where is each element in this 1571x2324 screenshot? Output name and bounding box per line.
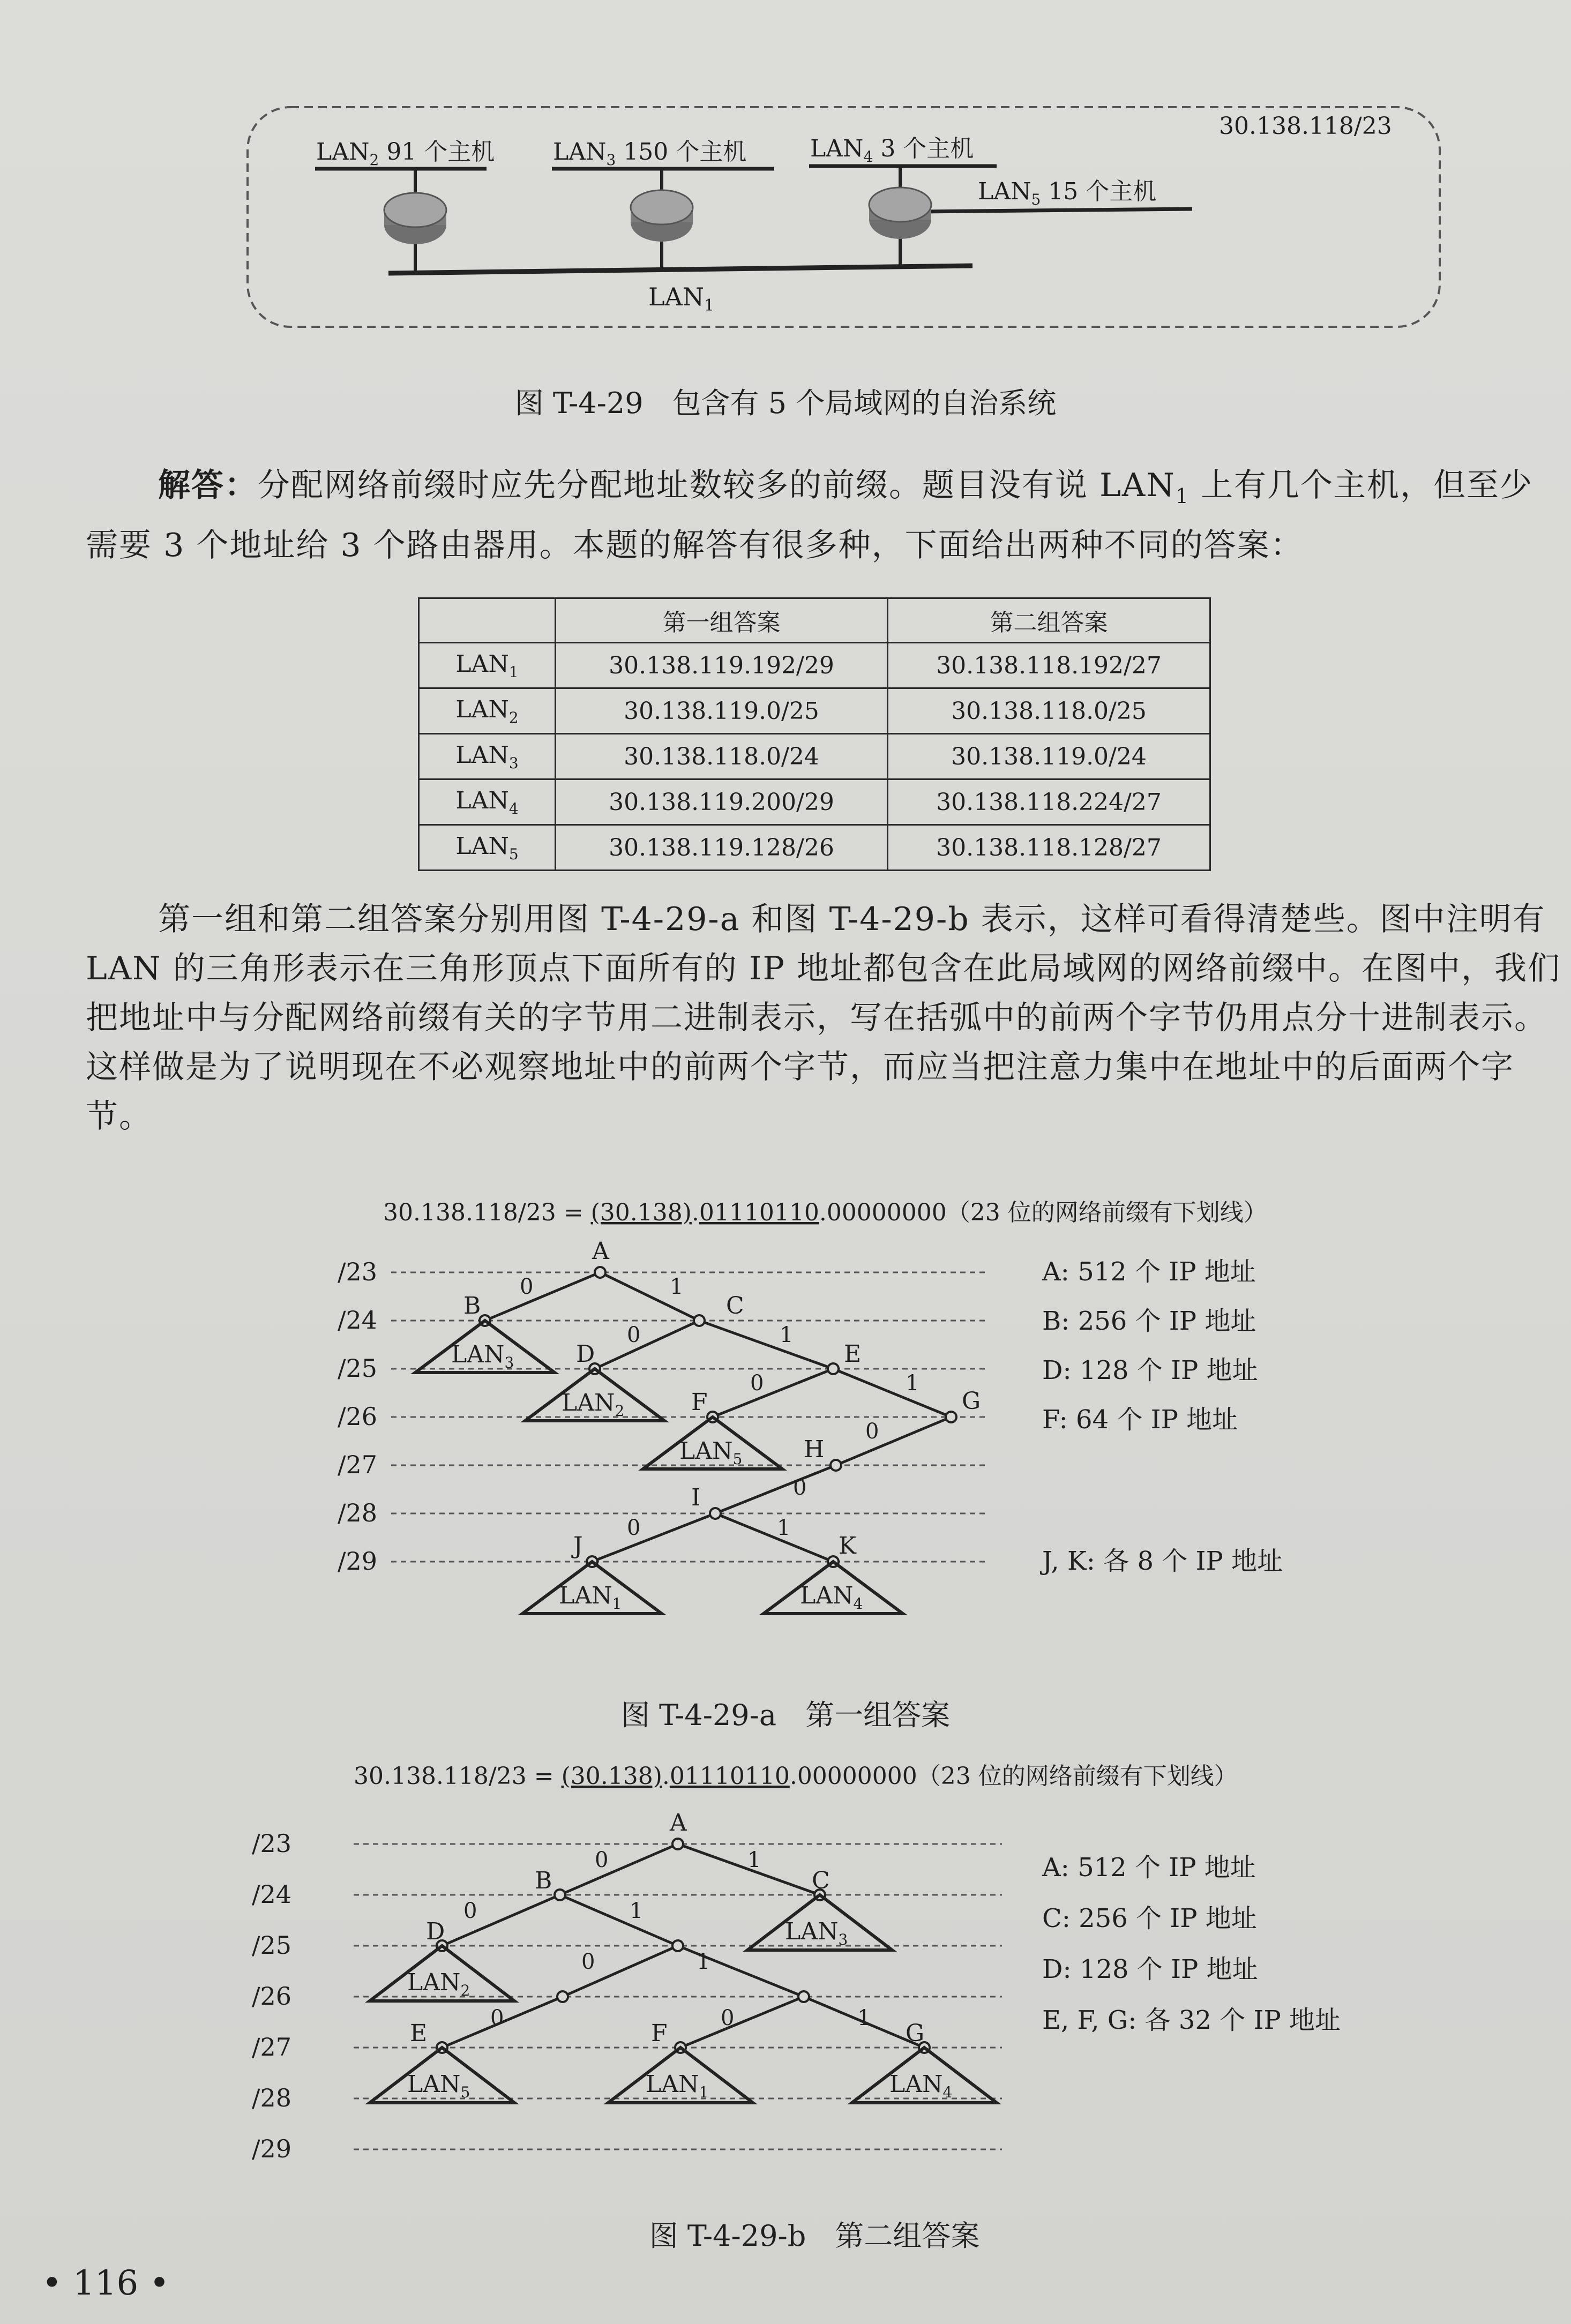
tree-a-figure — [0, 1189, 1571, 1746]
lan-label: $LAN_4$ — [889, 2071, 953, 2101]
node-label: E — [844, 1340, 862, 1368]
tree-b-figure — [0, 1757, 1571, 2261]
table-row: $LAN_5$ 30.138.119.128/26 30.138.118.128/27 — [419, 825, 1210, 871]
level-label: /25 — [252, 1931, 292, 1960]
note: A: 512 个 IP 地址 — [1042, 1853, 1256, 1883]
node-label: D — [426, 1918, 445, 1945]
tree-b-formula: 30.138.118/23 = (30.138).01110110.00000000（23 位的网络前缀有下划线） — [354, 1763, 1238, 1790]
lan4-label: $LAN_4$ 3 个主机 — [810, 135, 974, 166]
as-prefix: 30.138.118/23 — [1219, 113, 1392, 140]
level-label: /28 — [252, 2083, 292, 2112]
bit-label: 1 — [780, 1323, 794, 1347]
bit-label: 1 — [697, 1950, 710, 1974]
bit-label: 1 — [857, 2006, 871, 2030]
node-label: C — [812, 1867, 830, 1894]
node-label: K — [839, 1532, 856, 1560]
router-icon — [869, 188, 931, 239]
lan-label: $LAN_4$ — [800, 1582, 863, 1613]
lan-label: $LAN_3$ — [451, 1341, 514, 1371]
note: J, K: 各 8 个 IP 地址 — [1042, 1546, 1283, 1576]
note: D: 128 个 IP 地址 — [1042, 1954, 1258, 1984]
level-label: /27 — [338, 1450, 378, 1479]
level-label: /24 — [338, 1306, 378, 1335]
table-row: $LAN_4$ 30.138.119.200/29 30.138.118.224/27 — [419, 779, 1210, 825]
lan-label: $LAN_3$ — [785, 1918, 848, 1948]
table-header: 第一组答案 第二组答案 — [419, 598, 1210, 643]
level-label: /23 — [338, 1257, 378, 1286]
as-network-figure — [0, 0, 1571, 375]
level-label: /26 — [252, 1982, 292, 2011]
node-label: E — [410, 2020, 428, 2047]
bit-label: 1 — [630, 1899, 644, 1923]
lan-label: $LAN_1$ — [646, 2071, 709, 2101]
answer-lead: 解答： — [158, 467, 258, 504]
bit-label: 0 — [750, 1371, 764, 1396]
level-label: /23 — [252, 1829, 292, 1858]
level-label: /27 — [252, 2033, 292, 2061]
level-label: /25 — [338, 1354, 378, 1383]
answer-table — [418, 597, 1211, 871]
lan-label: $LAN_2$ — [562, 1389, 625, 1420]
node-label: J — [573, 1532, 583, 1560]
figure1-caption: 图 T-4-29 包含有 5 个局域网的自治系统 — [514, 386, 1057, 420]
bit-label: 0 — [490, 2006, 504, 2030]
bit-label: 1 — [747, 1848, 761, 1872]
lan1-label: $LAN_1$ — [648, 282, 715, 315]
table-row: $LAN_3$ 30.138.118.0/24 30.138.119.0/24 — [419, 734, 1210, 779]
note: D: 128 个 IP 地址 — [1042, 1355, 1258, 1385]
bit-label: 0 — [627, 1323, 641, 1347]
lan5-label: $LAN_5$ 15 个主机 — [978, 178, 1157, 208]
note: B: 256 个 IP 地址 — [1042, 1306, 1256, 1336]
tree-a-formula: 30.138.118/23 = (30.138).01110110.00000000（23 位的网络前缀有下划线） — [383, 1199, 1267, 1226]
node-label: F — [651, 2020, 668, 2047]
node-label: H — [804, 1436, 825, 1463]
bit-label: 0 — [721, 2006, 735, 2030]
bit-label: 0 — [463, 1899, 477, 1923]
bit-label: 0 — [627, 1516, 641, 1540]
bit-label: 0 — [520, 1275, 534, 1299]
node-label: F — [691, 1389, 708, 1416]
node-label: C — [726, 1292, 744, 1320]
lan-label: $LAN_5$ — [679, 1437, 743, 1468]
table-row: $LAN_1$ 30.138.119.192/29 30.138.118.192/27 — [419, 643, 1210, 688]
node-label: D — [576, 1340, 595, 1368]
note: F: 64 个 IP 地址 — [1042, 1405, 1238, 1435]
note: C: 256 个 IP 地址 — [1042, 1903, 1257, 1933]
lan-label: $LAN_2$ — [407, 1969, 470, 1999]
answer-paragraph: 解答：分配网络前缀时应先分配地址数较多的前缀。题目没有说 $LAN_1$ 上有几个主机，但至少需要 3 个地址给 3 个路由器用。本题的解答有很多种，下面给出两种不同的答案： — [86, 467, 1533, 564]
lan2-label: $LAN_2$ 91 个主机 — [316, 138, 495, 169]
page-number: • 116 • — [42, 2263, 170, 2303]
bit-label: 1 — [906, 1371, 919, 1396]
node-label: B — [535, 1867, 552, 1894]
lan-label: $LAN_1$ — [559, 1582, 622, 1613]
level-label: /29 — [252, 2134, 292, 2163]
level-label: /29 — [338, 1547, 378, 1576]
node-label: A — [592, 1238, 609, 1265]
note: E, F, G: 各 32 个 IP 地址 — [1042, 2005, 1341, 2035]
lan3-label: $LAN_3$ 150 个主机 — [553, 138, 747, 169]
table-row: $LAN_2$ 30.138.119.0/25 30.138.118.0/25 — [419, 688, 1210, 734]
bit-label: 0 — [865, 1419, 879, 1444]
tree-a-caption: 图 T-4-29-a 第一组答案 — [620, 1698, 951, 1732]
node-label: B — [463, 1292, 481, 1320]
level-label: /24 — [252, 1880, 292, 1909]
level-label: /26 — [338, 1402, 378, 1431]
note: A: 512 个 IP 地址 — [1042, 1257, 1256, 1287]
bit-label: 0 — [793, 1475, 807, 1500]
bit-label: 1 — [777, 1516, 791, 1540]
node-label: I — [691, 1484, 701, 1511]
lan-label: $LAN_5$ — [407, 2071, 470, 2101]
node-label: A — [670, 1809, 687, 1836]
level-label: /28 — [338, 1498, 378, 1527]
router-icon — [384, 193, 446, 244]
tree-b-caption: 图 T-4-29-b 第二组答案 — [649, 2219, 980, 2253]
node-label: G — [906, 2020, 925, 2047]
router-icon — [631, 190, 693, 242]
bit-label: 0 — [581, 1950, 595, 1974]
bit-label: 0 — [595, 1848, 609, 1872]
node-label: G — [962, 1388, 981, 1415]
bit-label: 1 — [670, 1275, 684, 1299]
explanation-paragraph: 第一组和第二组答案分别用图 T-4-29-a 和图 T-4-29-b 表示，这样可看得清楚些。图中注明有 LAN 的三角形表示在三角形顶点下面所有的 IP 地址都包含在此局域网的网络前缀中。在图中，我们把地址中与分配网络前缀有关的字节用二进制表示，写在括弧中的前两个字节仍用点分十进制表示。这样做是为了说明现在不必观察地址中的前两个字节，而应当把注意力集中在地址中的后面两个字节。 — [86, 901, 1561, 1135]
